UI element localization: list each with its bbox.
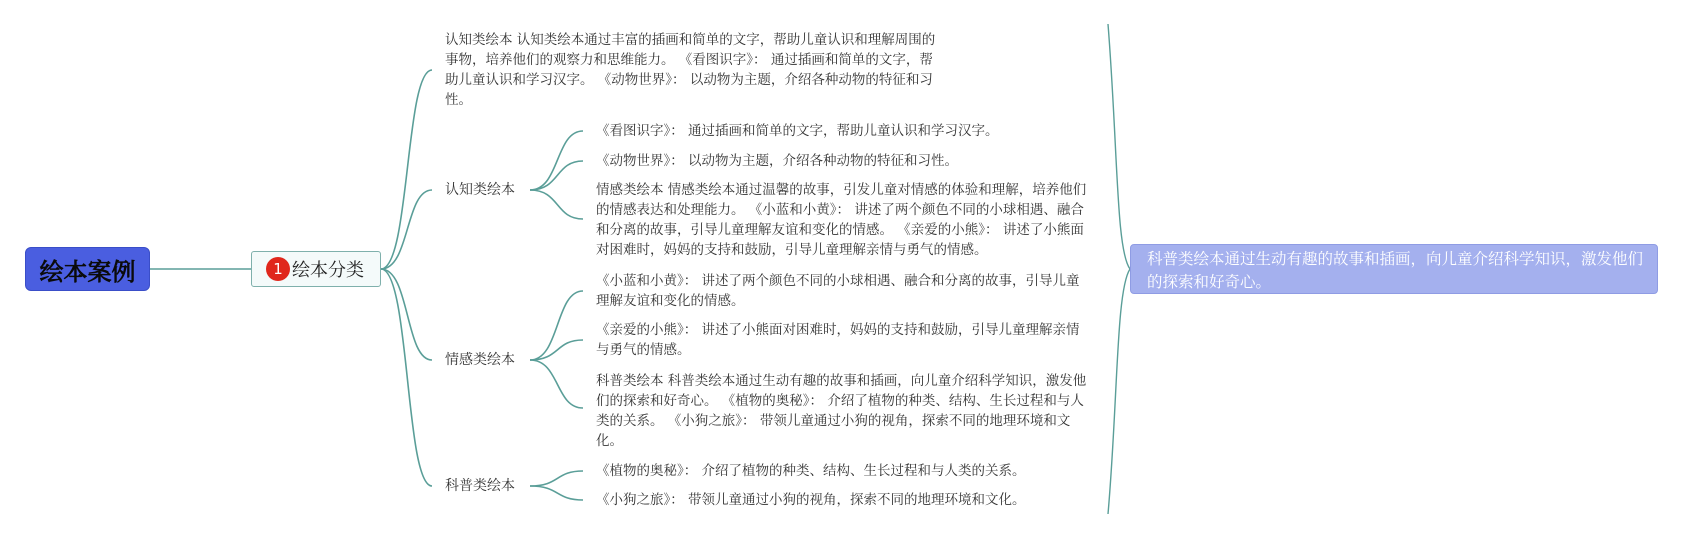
connector-main-cognitive bbox=[381, 190, 432, 269]
intro-node[interactable] bbox=[445, 30, 945, 110]
cognitive-child-3[interactable] bbox=[596, 180, 1091, 260]
cognitive-child-1-text: 《看图识字》： 通过插画和简单的文字，帮助儿童认识和学习汉字。 bbox=[596, 123, 999, 139]
cognitive-child-1[interactable] bbox=[596, 121, 1096, 141]
summary-text: 科普类绘本通过生动有趣的故事和插画，向儿童介绍科学知识，激发他们的探索和好奇心。 bbox=[1147, 250, 1644, 291]
connector-cognitive-1 bbox=[530, 131, 583, 190]
root-topic[interactable] bbox=[25, 247, 150, 291]
category-cognitive-label: 认知类绘本 bbox=[445, 182, 515, 198]
root-label: 绘本案例 bbox=[39, 257, 136, 286]
category-emotional[interactable] bbox=[445, 350, 515, 370]
category-science[interactable] bbox=[445, 476, 515, 496]
science-child-2-text: 《小狗之旅》： 带领儿童通过小狗的视角，探索不同的地理环境和文化。 bbox=[596, 492, 1026, 508]
science-child-2[interactable] bbox=[596, 490, 1096, 510]
main-topic-label: 绘本分类 bbox=[292, 260, 364, 281]
connector-main-emotional bbox=[381, 269, 432, 360]
connector-cognitive-2 bbox=[530, 161, 583, 190]
science-child-1[interactable] bbox=[596, 461, 1096, 481]
emotional-child-3-text: 科普类绘本 科普类绘本通过生动有趣的故事和插画，向儿童介绍科学知识，激发他们的探索和好奇心。 《植物的奥秘》： 介绍了植物的种类、结构、生长过程和与人类的关系。 《小狗之旅》： 带领儿童通过小狗的视角，探索不同的地理环境和文化。 bbox=[596, 373, 1087, 449]
emotional-child-1[interactable] bbox=[596, 271, 1091, 311]
cognitive-child-3-text: 情感类绘本 情感类绘本通过温馨的故事，引发儿童对情感的体验和理解，培养他们的情感表达和处理能力。 《小蓝和小黄》： 讲述了两个颜色不同的小球相遇、融合和分离的故事，引导儿童理解友谊和变化的情感。 《亲爱的小熊》： 讲述了小熊面对困难时，妈妈的支持和鼓励，引导儿童理解亲情与勇气的情感。 bbox=[596, 182, 1087, 258]
connector-emotional-2 bbox=[530, 340, 583, 360]
connector-emotional-3 bbox=[530, 360, 583, 408]
emotional-child-1-text: 《小蓝和小黄》： 讲述了两个颜色不同的小球相遇、融合和分离的故事，引导儿童理解友谊和变化的情感。 bbox=[596, 273, 1080, 309]
intro-text: 认知类绘本 认知类绘本通过丰富的插画和简单的文字，帮助儿童认识和理解周围的事物，培养他们的观察力和思维能力。 《看图识字》： 通过插画和简单的文字，帮助儿童认识和学习汉字。 《动物世界》： 以动物为主题，介绍各种动物的特征和习性。 bbox=[445, 32, 936, 108]
connector-science-2 bbox=[530, 486, 583, 500]
emotional-child-2[interactable] bbox=[596, 320, 1091, 360]
science-child-1-text: 《植物的奥秘》： 介绍了植物的种类、结构、生长过程和与人类的关系。 bbox=[596, 463, 1026, 479]
summary-bracket bbox=[1108, 24, 1130, 514]
summary-node[interactable] bbox=[1130, 244, 1658, 294]
connector-science-1 bbox=[530, 471, 583, 486]
category-science-label: 科普类绘本 bbox=[445, 478, 515, 494]
category-cognitive[interactable] bbox=[445, 180, 515, 200]
connector-main-intro bbox=[381, 70, 432, 269]
emotional-child-2-text: 《亲爱的小熊》： 讲述了小熊面对困难时，妈妈的支持和鼓励，引导儿童理解亲情与勇气的情感。 bbox=[596, 322, 1080, 358]
cognitive-child-2-text: 《动物世界》： 以动物为主题，介绍各种动物的特征和习性。 bbox=[596, 153, 959, 169]
connector-main-science bbox=[381, 269, 432, 486]
category-emotional-label: 情感类绘本 bbox=[445, 352, 515, 368]
priority-badge: 1 bbox=[266, 257, 290, 281]
main-topic[interactable] bbox=[251, 251, 381, 287]
cognitive-child-2[interactable] bbox=[596, 151, 1096, 171]
emotional-child-3[interactable] bbox=[596, 371, 1091, 451]
connector-cognitive-3 bbox=[530, 190, 583, 219]
